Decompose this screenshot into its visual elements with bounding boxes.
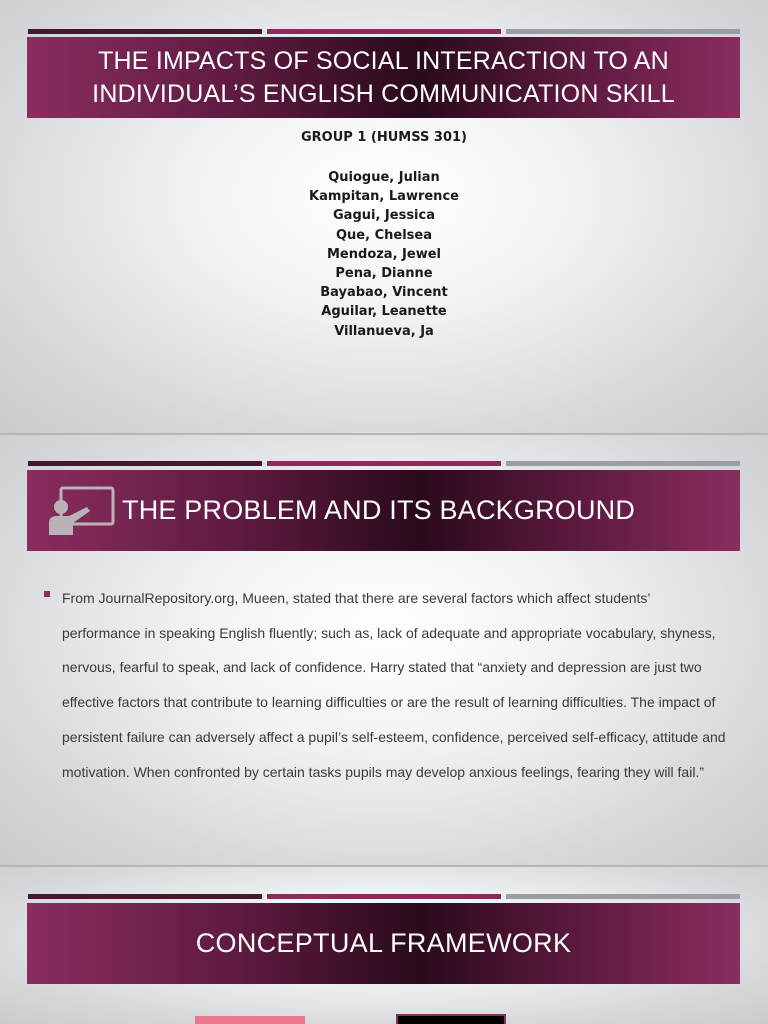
top-bar-dark xyxy=(28,461,262,466)
title-banner xyxy=(27,37,740,118)
member-name: Kampitan, Lawrence xyxy=(309,189,459,205)
top-bar-dark xyxy=(28,894,262,899)
member-name: Bayabao, Vincent xyxy=(320,285,448,301)
title-line-1: THE IMPACTS OF SOCIAL INTERACTION TO AN xyxy=(98,46,669,75)
framework-slide xyxy=(0,867,768,1024)
decorative-top-bars xyxy=(28,461,740,466)
member-name: Mendoza, Jewel xyxy=(327,246,441,262)
diagram-box-black xyxy=(396,1014,506,1024)
member-name: Que, Chelsea xyxy=(336,227,432,243)
top-bar-magenta xyxy=(267,894,501,899)
decorative-top-bars xyxy=(28,894,740,899)
member-name: Villanueva, Ja xyxy=(334,323,434,339)
problem-slide xyxy=(0,435,768,865)
section-banner xyxy=(27,470,740,551)
member-name: Quiogue, Julian xyxy=(328,170,440,185)
slide-title xyxy=(92,45,675,111)
decorative-top-bars xyxy=(28,29,740,34)
top-bar-magenta xyxy=(267,461,501,466)
section-title: THE PROBLEM AND ITS BACKGROUND xyxy=(122,495,636,525)
group-label: GROUP 1 (HUMSS 301) xyxy=(301,130,467,145)
body-paragraph: From JournalRepository.org, Mueen, stated that there are several factors which affect students’ performance in speaking English fluently; such as, lack of adequate and appropriate vocabulary, shyness, nervous, fearful to speak, and lack of confidence. Harry stated that “anxiety and depression are just two effective factors that contribute to learning difficulties or are the result of learning difficulties. The impact of persistent failure can adversely affect a pupil’s self-esteem, confidence, perceived self-efficacy, attitude and motivation. When confronted by certain tasks pupils may develop anxious feelings, fearing they will fail.” xyxy=(62,590,726,780)
top-bar-dark xyxy=(28,29,262,34)
member-name: Pena, Dianne xyxy=(335,266,433,282)
section-title: CONCEPTUAL FRAMEWORK xyxy=(195,928,572,958)
top-bar-grey xyxy=(506,894,740,899)
presentation-icon xyxy=(47,485,117,537)
bullet-marker xyxy=(44,591,50,597)
member-name: Gagui, Jessica xyxy=(333,208,435,224)
top-bar-grey xyxy=(506,461,740,466)
member-name: Aguilar, Leanette xyxy=(321,304,447,320)
title-line-2: INDIVIDUAL’S ENGLISH COMMUNICATION SKILL xyxy=(92,79,675,108)
top-bar-grey xyxy=(506,29,740,34)
section-banner xyxy=(27,903,740,984)
top-bar-magenta xyxy=(267,29,501,34)
diagram-box-pink xyxy=(195,1016,305,1024)
member-list xyxy=(0,168,768,341)
title-slide xyxy=(0,0,768,433)
